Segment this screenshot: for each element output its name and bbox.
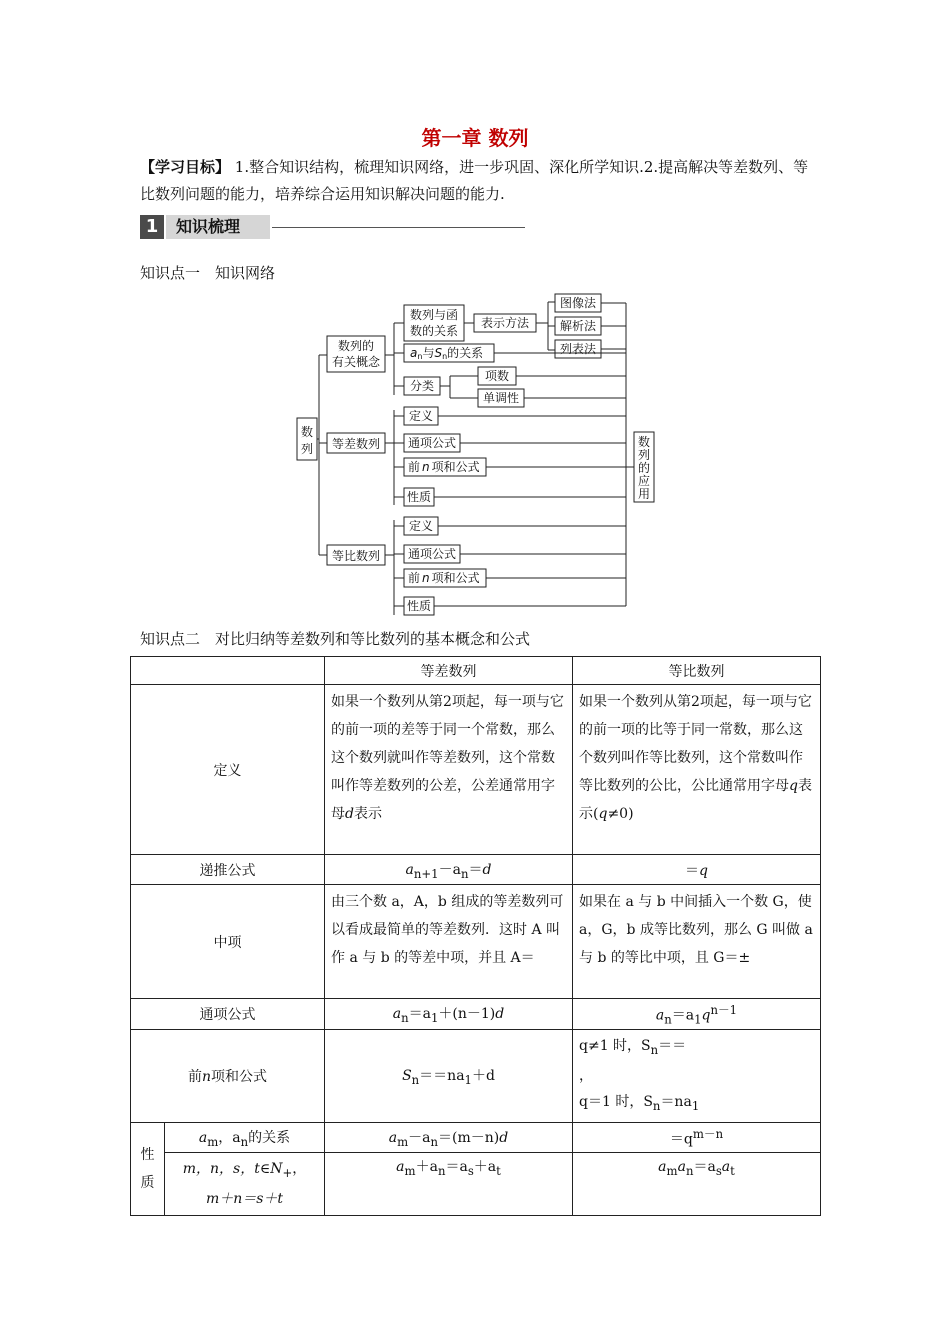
prop1-arith-sub2: n: [430, 1134, 439, 1149]
geo-definition: [573, 685, 821, 855]
table-row-property-2: [131, 1153, 821, 1216]
app-label-1: 数: [637, 435, 651, 449]
p2a-1: a: [396, 1159, 405, 1176]
func-label-2: 数的关系: [409, 324, 459, 338]
knowledge-point-1: 知识点一 知识网络: [140, 264, 276, 282]
goal-tag: 【学习目标】: [140, 158, 231, 176]
methods-label: 表示方法: [480, 316, 530, 330]
geo-sum-post: 项和公式: [431, 571, 480, 585]
prop1-arith-tail: ＝(m－n): [438, 1129, 500, 1146]
p2g-3: ＝a: [693, 1159, 716, 1176]
p2a-s4: t: [496, 1163, 501, 1178]
gen-g-mid: ＝a: [671, 1007, 695, 1024]
rec-a-sub2: n: [460, 866, 469, 881]
p2a-2: ＋a: [415, 1159, 438, 1176]
p2g-2: a: [677, 1159, 686, 1176]
app-label-5: 用: [637, 487, 651, 501]
prop1-arith-d: d: [499, 1129, 509, 1146]
gen-a-sub2: 1: [430, 1011, 439, 1026]
rec-a-d: d: [482, 861, 492, 878]
geo-sum: [408, 570, 480, 585]
sum-a-sub2: 1: [464, 1073, 472, 1088]
sum-label-post: 项和公式: [211, 1069, 268, 1086]
arith-def: 定义: [408, 409, 434, 423]
sum-g1-sub: n: [650, 1043, 659, 1058]
app-label-3: 的: [637, 461, 651, 475]
row-label-recursion: 递推公式: [131, 855, 325, 885]
method-1: 图像法: [559, 296, 597, 310]
arith-prop: 性质: [406, 490, 432, 504]
an-sn-a: a: [410, 346, 418, 360]
sum-g2-sub2: 1: [691, 1099, 700, 1114]
prop1-a: a: [198, 1129, 208, 1146]
prop-label-2: 质: [140, 1174, 155, 1191]
prop1-label: [165, 1123, 325, 1153]
sum-g2-sub: n: [652, 1099, 661, 1114]
prop1-arith-sub1: m: [397, 1134, 409, 1149]
arith-sum-n: n: [422, 460, 430, 474]
geo-def: 定义: [408, 519, 434, 533]
p2a-s2: n: [437, 1163, 446, 1178]
arith-sum-pre: 前: [408, 460, 421, 474]
table-row-middle-term: [131, 885, 821, 999]
geo-recursion: [573, 855, 821, 885]
gen-g-sub: n: [664, 1012, 672, 1027]
prop1-geo: ＝q: [669, 1131, 693, 1148]
an-sn-label: [410, 346, 483, 361]
rec-a-sub1: n+1: [413, 866, 439, 881]
class-item-2: 单调性: [482, 391, 520, 405]
concept-label-2: 有关概念: [331, 355, 381, 369]
geo-prop: 性质: [406, 599, 432, 613]
gen-a-tail: ＋(n－1): [438, 1006, 496, 1023]
arith-def-text: 如果一个数列从第2项起，每一项与它的前一项的差等于同一个常数，那么这个数列就叫作等差数列，这个常数叫作等差数列的公差，公差通常用字母: [331, 694, 564, 822]
row-label-sum: [131, 1030, 325, 1123]
prop1-arith-a: a: [388, 1129, 398, 1146]
p2g-1: a: [658, 1159, 667, 1176]
geo-def-tail1: 表示(: [579, 778, 812, 822]
geo-def-var: q: [789, 778, 798, 794]
p2a-s3: s: [467, 1163, 474, 1178]
row-label-middle: 中项: [131, 885, 325, 999]
section-header: [140, 215, 525, 241]
geo-sum-line1: [579, 1033, 814, 1063]
chapter-title: 第一章 数列: [421, 126, 529, 150]
table-header-row: [131, 657, 821, 685]
header-arith: 等差数列: [325, 657, 573, 685]
sum-label-n: n: [201, 1069, 212, 1086]
gen-a-mid: ＝a: [408, 1006, 431, 1023]
gen-a: a: [392, 1006, 402, 1023]
table-row-sum: [131, 1030, 821, 1123]
gen-g: a: [655, 1007, 665, 1024]
p2g-s1: m: [666, 1163, 678, 1178]
table-row-definition: [131, 685, 821, 855]
rec-a-eq: ＝: [468, 861, 483, 878]
section-rule: [272, 227, 525, 228]
an-sn-s-sub: n: [442, 352, 448, 361]
an-sn-a-sub: n: [417, 352, 423, 361]
arith-label: 等差数列: [331, 437, 381, 451]
table-row-recursion: [131, 855, 821, 885]
geo-label: 等比数列: [331, 549, 381, 563]
arith-prop1: [325, 1123, 573, 1153]
arith-definition: [325, 685, 573, 855]
geo-def-tail2: ≠0): [607, 806, 634, 822]
geo-sum-n: n: [422, 571, 430, 585]
an-sn-tail: 的关系: [447, 346, 484, 360]
gen-a-sub: n: [401, 1011, 409, 1026]
knowledge-point-2: 知识点二 对比归纳等差数列和等比数列的基本概念和公式: [140, 630, 531, 648]
sum-g1-eq: ＝＝: [658, 1038, 687, 1055]
prop1-sub1: m: [207, 1134, 219, 1149]
prop1-geo-exp: m－n: [692, 1127, 724, 1142]
sum-a-sub: n: [411, 1073, 420, 1088]
an-sn-s: S: [434, 346, 443, 360]
arith-sum-post: 项和公式: [431, 460, 480, 474]
geo-general-term: [573, 999, 821, 1030]
prop1-sub2: n: [240, 1134, 249, 1149]
sum-g2-eq: ＝na: [660, 1094, 692, 1111]
prop1-arith-mid: －a: [408, 1129, 431, 1146]
root-label-2: 列: [300, 442, 314, 456]
rec-a-mid: －a: [438, 861, 461, 878]
prop1-mid: ，a: [218, 1129, 241, 1146]
p2a-4: ＋a: [473, 1159, 497, 1176]
geo-def-text: 如果一个数列从第2项起，每一项与它的前一项的比等于同一常数，那么这个数列叫作等比数列，这个常数叫作等比数列的公比，公比通常用字母: [579, 694, 812, 794]
rec-g-q: q: [699, 862, 708, 879]
arith-sum-formula: [325, 1030, 573, 1123]
prop-label-1: 性: [140, 1146, 155, 1163]
geo-prop2: [573, 1153, 821, 1216]
header-geo: 等比数列: [573, 657, 821, 685]
method-2: 解析法: [559, 319, 597, 333]
an-sn-mid: 与: [422, 346, 435, 360]
geo-prop1: [573, 1123, 821, 1153]
sum-g1: q≠1 时，S: [579, 1038, 651, 1055]
p2g-4: a: [721, 1159, 731, 1176]
arith-prop2: [325, 1153, 573, 1216]
prop2-label: [165, 1153, 325, 1216]
knowledge-network-diagram: [290, 290, 660, 620]
table-row-general-term: [131, 999, 821, 1030]
row-label-property: [131, 1123, 165, 1216]
section-number: 1: [140, 215, 164, 239]
arith-sum: [408, 459, 480, 474]
arith-def-tail: 表示: [353, 806, 382, 822]
geo-sum-formula: [573, 1030, 821, 1123]
arith-general-term: [325, 999, 573, 1030]
arith-gen: 通项公式: [407, 436, 457, 450]
classify-label: 分类: [409, 379, 435, 393]
geo-def-cond: q: [598, 806, 608, 822]
prop1-tail: 的关系: [248, 1129, 291, 1146]
gen-g-q: q: [701, 1007, 711, 1024]
sum-a-mid: ＝＝na: [419, 1068, 465, 1085]
p2g-s2: n: [685, 1163, 694, 1178]
class-item-1: 项数: [484, 369, 510, 383]
arith-def-var: d: [345, 806, 354, 822]
sum-g2: q＝1 时，S: [579, 1094, 653, 1111]
learning-goals: [140, 154, 820, 208]
sum-a-tail: ＋d: [471, 1068, 495, 1085]
arith-middle-term: 由三个数 a，A，b 组成的等差数列可以看成最简单的等差数列．这时 A 叫作 a 与 b 的等差中项，并且 A＝: [325, 885, 573, 999]
app-label-4: 应: [637, 474, 651, 488]
prop2-label-line2: m＋n＝s＋t: [205, 1190, 284, 1207]
geo-sum-pre: 前: [408, 571, 421, 585]
rec-g-eq: ＝: [685, 862, 700, 879]
header-empty: [131, 657, 325, 685]
concept-label-1: 数列的: [337, 339, 375, 353]
table-row-property-1: [131, 1123, 821, 1153]
sum-a-s: S: [402, 1068, 412, 1085]
prop2-label-sub: +: [282, 1165, 293, 1180]
section-label: 知识梳理: [166, 215, 270, 239]
geo-sum-line2: [579, 1089, 814, 1119]
gen-g-exp: n－1: [710, 1003, 738, 1017]
p2g-s4: t: [730, 1163, 735, 1178]
row-label-general: 通项公式: [131, 999, 325, 1030]
rec-a: a: [405, 861, 414, 878]
prop2-label-vars: m，n，s，t∈N: [182, 1161, 283, 1178]
root-label-1: 数: [300, 425, 314, 439]
geo-middle-term: 如果在 a 与 b 中间插入一个数 G，使 a，G，b 成等比数列，那么 G 叫做 a 与 b 的等比中项，且 G＝±: [573, 885, 821, 999]
geo-gen: 通项公式: [407, 547, 457, 561]
prop2-label-comma: ，: [292, 1161, 307, 1178]
prop2-label-line1: [171, 1156, 318, 1186]
p2a-s1: m: [404, 1163, 416, 1178]
geo-sum-comma: ，: [579, 1068, 593, 1085]
row-label-definition: 定义: [131, 685, 325, 855]
sum-label-pre: 前: [187, 1069, 202, 1086]
gen-a-d: d: [495, 1006, 505, 1023]
method-3: 列表法: [559, 342, 597, 356]
p2a-3: ＝a: [445, 1159, 468, 1176]
p2g-s3: s: [715, 1163, 722, 1178]
app-label-2: 列: [637, 448, 651, 462]
comparison-table: [130, 656, 821, 1216]
arith-recursion: [325, 855, 573, 885]
func-label-1: 数列与函: [409, 308, 459, 322]
goal-text: 1.整合知识结构，梳理知识网络，进一步巩固、深化所学知识.2.提高解决等差数列、等比数列问题的能力，培养综合运用知识解决问题的能力.: [140, 158, 809, 203]
gen-g-sub2: 1: [694, 1012, 702, 1027]
